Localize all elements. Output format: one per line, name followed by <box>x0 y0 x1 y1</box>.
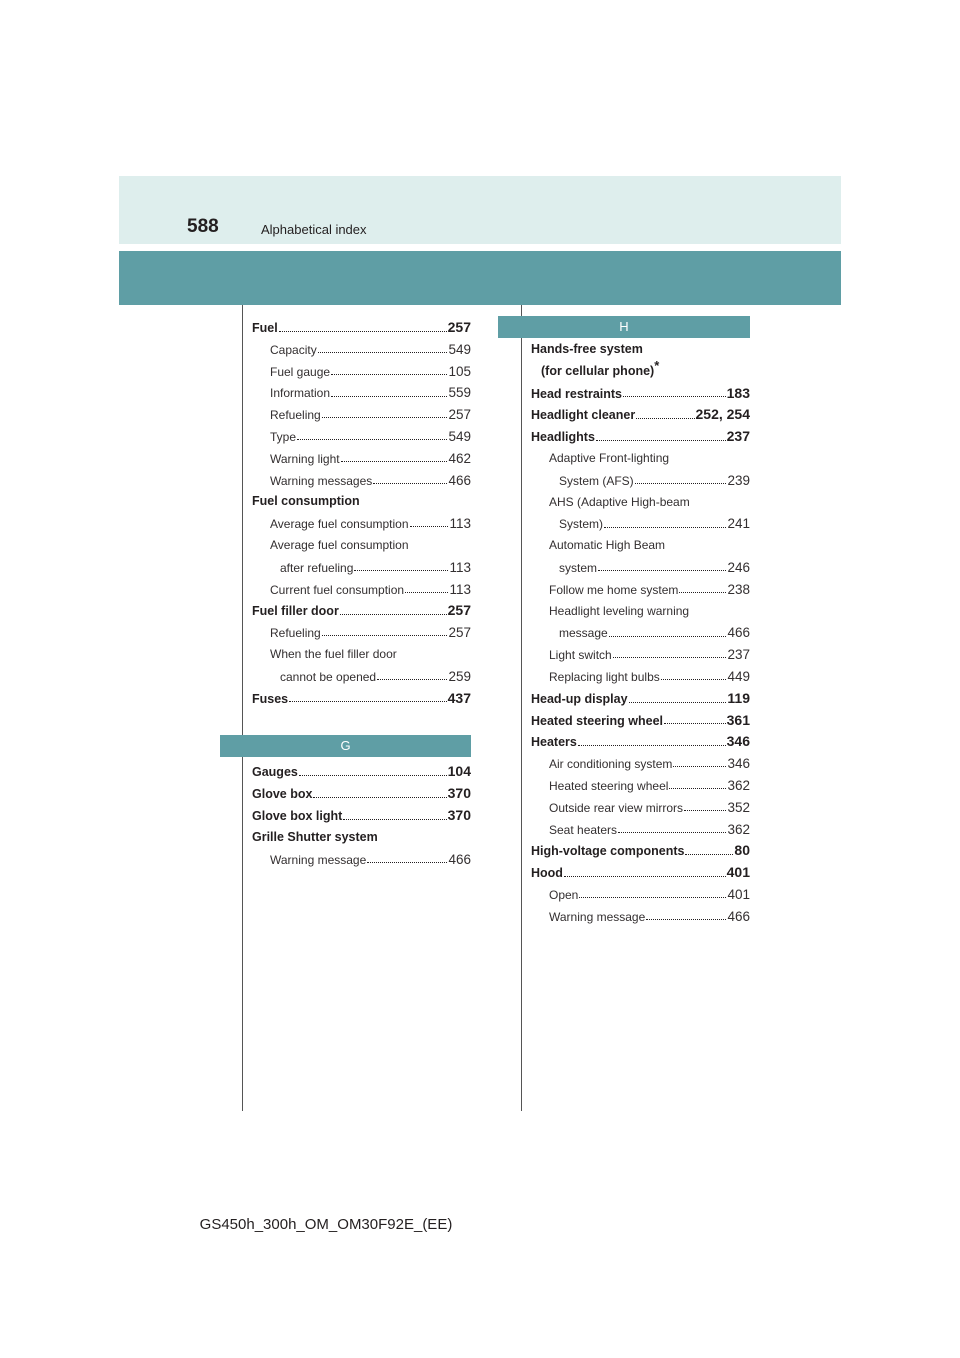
entry-label: message <box>559 626 608 641</box>
index-entry <box>252 783 471 805</box>
entry-page-number: 362 <box>727 777 750 793</box>
entry-label: Warning messages <box>270 473 373 488</box>
entry-label: Heaters <box>531 735 577 750</box>
entry-label: Fuel consumption <box>252 494 360 509</box>
index-entry <box>252 317 471 339</box>
leader-dots <box>354 563 448 571</box>
index-entry <box>531 339 750 361</box>
leader-dots <box>313 790 446 798</box>
entry-label: Automatic High Beam <box>549 538 666 553</box>
entry-page-number: 449 <box>727 668 750 684</box>
entry-page-number: 466 <box>448 472 471 488</box>
index-entry <box>531 775 750 797</box>
leader-dots <box>646 912 726 920</box>
right-index-column <box>531 316 750 928</box>
entry-page-number: 346 <box>726 733 750 750</box>
entry-page-number: 401 <box>727 886 750 902</box>
leader-dots <box>598 564 726 572</box>
entry-page-number: 113 <box>449 516 471 532</box>
entry-page-number: 370 <box>447 806 471 823</box>
entry-page-number: 362 <box>727 821 750 837</box>
entry-label: Glove box light <box>252 808 343 823</box>
entry-label: Warning message <box>549 909 646 924</box>
entry-label: Gauges <box>252 765 298 780</box>
entry-page-number: 113 <box>449 581 471 597</box>
index-entry <box>531 513 750 535</box>
leader-dots <box>596 433 726 441</box>
index-entry <box>252 491 471 513</box>
header-color-bar <box>119 251 841 305</box>
index-entry <box>531 557 750 579</box>
index-entry <box>531 666 750 688</box>
right-column-rule <box>521 305 522 1111</box>
index-entry <box>531 710 750 732</box>
leader-dots <box>297 433 447 441</box>
entry-label: Hands-free system <box>531 342 643 356</box>
index-entry <box>531 622 750 644</box>
leader-dots <box>410 520 449 528</box>
entry-label: Grille Shutter system <box>252 829 378 844</box>
entry-page-number: 370 <box>447 785 471 802</box>
entry-label: Current fuel consumption <box>270 582 405 597</box>
entry-page-number: 257 <box>447 319 471 335</box>
entry-label: Fuel <box>252 321 278 335</box>
index-entry <box>252 470 471 492</box>
index-entry <box>252 382 471 404</box>
entry-page-number: 241 <box>727 516 750 532</box>
leader-dots <box>669 782 726 790</box>
entry-label: Glove box <box>252 787 313 802</box>
leader-dots <box>373 476 447 484</box>
entry-label: Light switch <box>549 648 612 663</box>
leader-dots <box>318 345 448 353</box>
leader-dots <box>685 847 733 855</box>
index-entry <box>531 688 750 710</box>
index-entry <box>252 513 471 535</box>
index-entry <box>252 849 471 871</box>
index-entry <box>252 666 471 688</box>
footnote-mark: * <box>654 357 660 373</box>
leader-dots <box>635 476 727 484</box>
entry-label: High-voltage components <box>531 844 685 859</box>
entry-page-number: 104 <box>447 763 471 780</box>
index-entry <box>252 339 471 361</box>
leader-dots <box>367 855 447 863</box>
entry-page-number: 257 <box>447 602 471 619</box>
index-entry <box>252 688 471 710</box>
entry-label: Head-up display <box>531 691 628 706</box>
entry-page-number: 361 <box>726 711 750 728</box>
index-entry <box>252 535 471 557</box>
entry-label: Average fuel consumption <box>270 517 409 532</box>
left-entries-f <box>252 317 471 709</box>
entry-page-number: 549 <box>448 428 471 444</box>
leader-dots <box>279 324 447 332</box>
entry-page-number: 559 <box>448 385 471 401</box>
entry-label: Hood <box>531 866 563 881</box>
index-entry <box>252 805 471 827</box>
entry-label: Fuses <box>252 691 289 706</box>
leader-dots <box>299 768 447 776</box>
index-entry <box>252 579 471 601</box>
entry-label: Outside rear view mirrors <box>549 800 684 815</box>
entry-page-number: 437 <box>447 689 471 706</box>
entry-page-number: 238 <box>727 581 750 597</box>
document-code: GS450h_300h_OM_OM30F92E_(EE) <box>199 1216 453 1233</box>
index-entry <box>531 448 750 470</box>
leader-dots <box>661 673 727 681</box>
index-entry <box>531 797 750 819</box>
index-entry <box>531 840 750 862</box>
leader-dots <box>322 629 448 637</box>
index-entry <box>252 404 471 426</box>
index-entry <box>531 383 750 405</box>
index-entry <box>531 884 750 906</box>
entry-page-number: 259 <box>448 668 471 684</box>
entry-label: (for cellular phone)* <box>541 357 660 378</box>
index-entry <box>531 644 750 666</box>
entry-label: system <box>559 560 598 575</box>
leader-dots <box>341 454 448 462</box>
leader-dots <box>405 585 448 593</box>
index-entry <box>252 361 471 383</box>
index-entry <box>531 753 750 775</box>
index-entry <box>531 470 750 492</box>
leader-dots <box>613 651 727 659</box>
entry-label: Head restraints <box>531 386 623 401</box>
entry-label: Headlight leveling warning <box>549 603 690 618</box>
entry-page-number: 401 <box>726 864 750 881</box>
entry-label: Fuel gauge <box>270 364 331 379</box>
entry-label: Warning message <box>270 852 367 867</box>
index-entry <box>252 827 471 849</box>
entry-page-number: 346 <box>727 756 750 772</box>
leader-dots <box>377 672 447 680</box>
index-entry <box>531 357 750 383</box>
entry-page-number: 80 <box>734 842 750 859</box>
entry-label: Type <box>270 429 297 444</box>
entry-page-number: 352 <box>727 799 750 815</box>
page-number: 588 <box>187 216 219 237</box>
index-entry <box>531 731 750 753</box>
entry-label: Replacing light bulbs <box>549 669 660 684</box>
entry-label: Information <box>270 386 331 401</box>
entry-page-number: 239 <box>727 472 750 488</box>
index-entry <box>252 600 471 622</box>
entry-page-number: 246 <box>727 559 750 575</box>
entry-label: Headlight cleaner <box>531 408 636 423</box>
letter-header-h: H <box>498 316 750 338</box>
index-entry <box>531 579 750 601</box>
index-entry <box>531 862 750 884</box>
entry-page-number: 466 <box>448 851 471 867</box>
entry-page-number: 549 <box>448 341 471 357</box>
leader-dots <box>684 803 726 811</box>
entry-label: Follow me home system <box>549 582 679 597</box>
right-entries-h <box>531 383 750 928</box>
leader-dots <box>579 891 726 899</box>
index-entry <box>252 761 471 783</box>
entry-page-number: 462 <box>448 450 471 466</box>
index-entry <box>252 557 471 579</box>
entry-label: Refueling <box>270 408 321 423</box>
entry-page-number: 466 <box>727 908 750 924</box>
entry-label: Average fuel consumption <box>270 537 409 552</box>
leader-dots <box>340 607 447 615</box>
leader-dots <box>289 694 447 702</box>
index-entry <box>252 622 471 644</box>
entry-page-number: 183 <box>726 384 750 401</box>
entry-label: Seat heaters <box>549 822 618 837</box>
entry-label: AHS (Adaptive High-beam <box>549 494 690 509</box>
letter-header-g: G <box>220 735 471 757</box>
leader-dots <box>618 825 726 833</box>
leader-dots <box>679 585 726 593</box>
entry-label: Capacity <box>270 342 317 357</box>
leader-dots <box>322 411 448 419</box>
entry-page-number: 119 <box>727 689 750 706</box>
leader-dots <box>664 716 726 724</box>
index-entry <box>252 644 471 666</box>
leader-dots <box>623 389 726 397</box>
entry-page-number: 257 <box>448 625 471 641</box>
left-index-column <box>252 317 471 870</box>
leader-dots <box>673 760 726 768</box>
entry-page-number: 466 <box>727 625 750 641</box>
index-entry <box>252 426 471 448</box>
index-entry <box>252 448 471 470</box>
entry-label: Warning light <box>270 451 340 466</box>
entry-label: Fuel filler door <box>252 604 339 619</box>
entry-label: Heated steering wheel <box>549 778 669 793</box>
leader-dots <box>331 367 447 375</box>
entry-label: Adaptive Front-lighting <box>549 450 670 465</box>
entry-label: Headlights <box>531 430 595 445</box>
leader-dots <box>564 869 726 877</box>
entry-page-number: 105 <box>448 363 471 379</box>
entry-label: after refueling <box>280 560 354 575</box>
section-title: Alphabetical index <box>261 222 367 237</box>
index-entry <box>531 601 750 623</box>
entry-page-number: 237 <box>726 428 750 445</box>
leader-dots <box>578 738 726 746</box>
entry-label: When the fuel filler door <box>270 646 397 661</box>
index-entry <box>531 819 750 841</box>
entry-label: cannot be opened <box>280 669 377 684</box>
index-entry <box>531 404 750 426</box>
entry-label: System (AFS) <box>559 473 634 488</box>
entry-page-number: 237 <box>727 647 750 663</box>
leader-dots <box>629 695 727 703</box>
leader-dots <box>331 389 447 397</box>
left-entries-g <box>252 761 471 870</box>
entry-label: Heated steering wheel <box>531 713 663 728</box>
leader-dots <box>636 411 694 419</box>
leader-dots <box>609 629 727 637</box>
entry-label: Open <box>549 887 579 902</box>
entry-label: Refueling <box>270 626 321 641</box>
leader-dots <box>343 812 446 820</box>
entry-page-number: 113 <box>449 559 471 575</box>
entry-page-number: 257 <box>448 407 471 423</box>
index-entry <box>531 492 750 514</box>
entry-page-number: 252, 254 <box>695 406 750 423</box>
left-column-rule <box>242 305 243 1111</box>
entry-label: System) <box>559 517 604 532</box>
header-top-band <box>119 176 841 244</box>
index-entry <box>531 535 750 557</box>
entry-label: Air conditioning system <box>549 757 673 772</box>
index-entry <box>531 906 750 928</box>
index-entry <box>531 426 750 448</box>
leader-dots <box>604 520 726 528</box>
